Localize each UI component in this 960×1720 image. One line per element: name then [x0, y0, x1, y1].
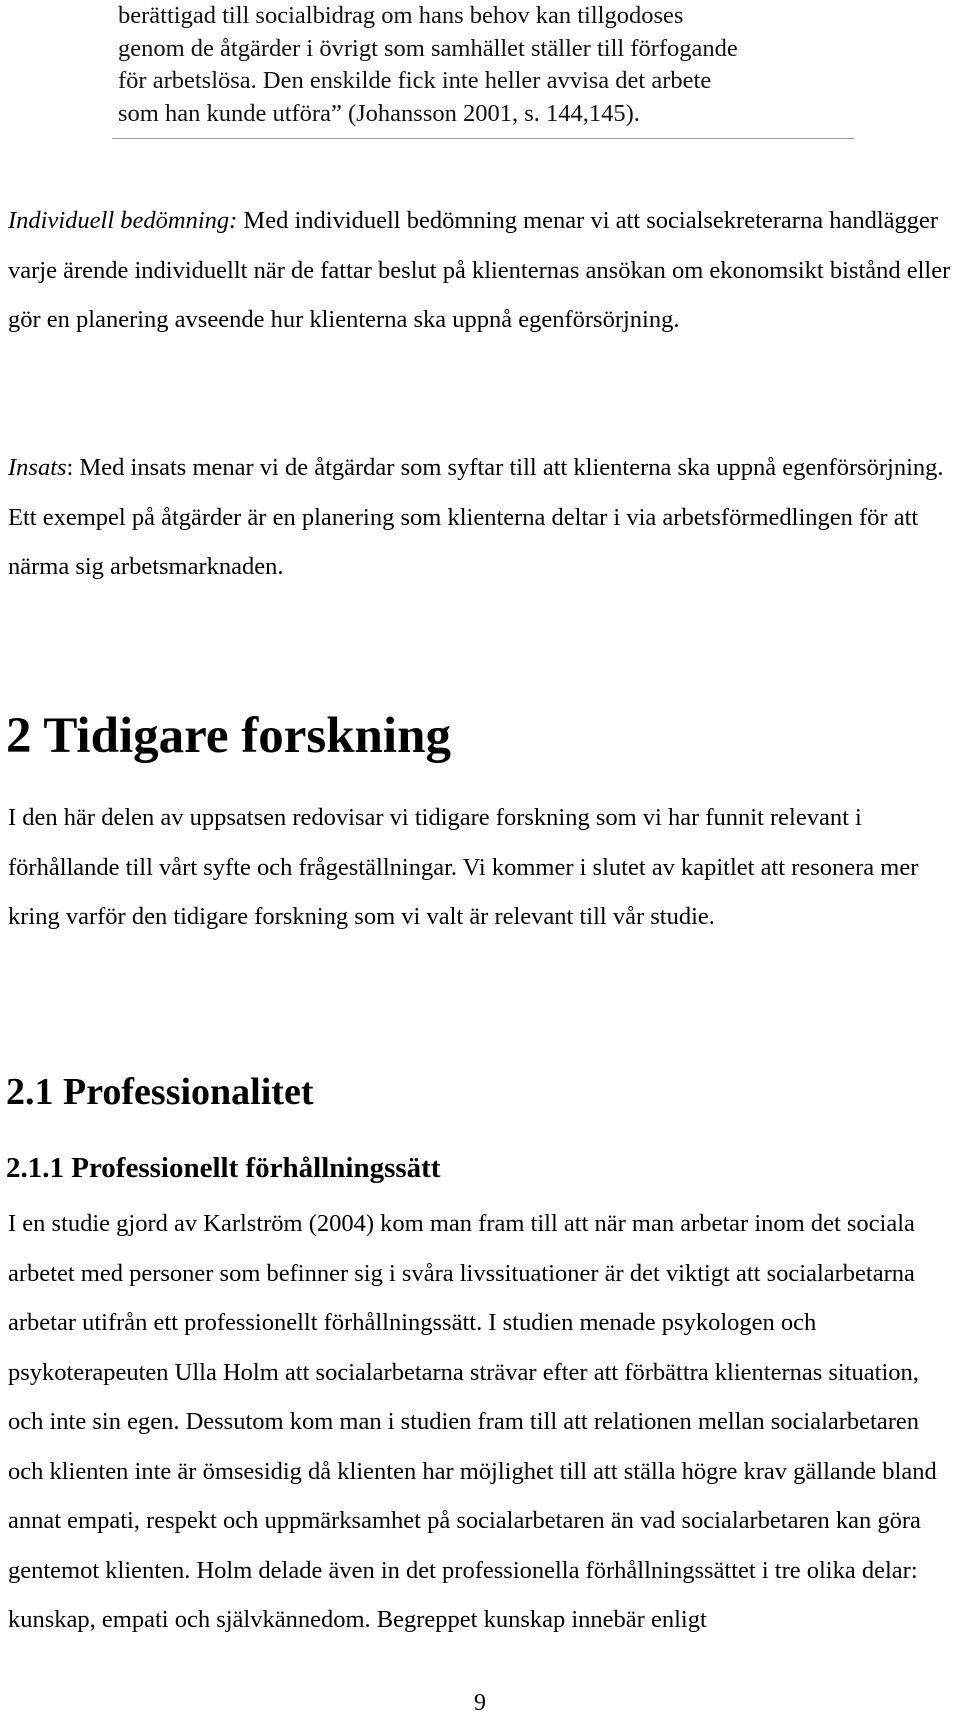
block-quote — [118, 0, 858, 130]
section-heading-2: 2 Tidigare forskning — [6, 708, 451, 764]
definition-individuell-bedomning — [8, 196, 952, 345]
definition-text: Med individuell bedömning menar vi att socialsekreterarna handlägger varje ärende individuellt när de fattar beslut på klienternas ansökan om ekonomsikt bistånd eller gör en planering avseende hur klienterna ska uppnå egenförsörjning. — [8, 207, 951, 333]
definition-text: : Med insats menar vi de åtgärdar som syftar till att klienterna ska uppnå egenförsörjning. Ett exempel på åtgärder är en planering som klienterna deltar i via arbetsförmedlingen för att närma sig arbetsmarknaden. — [8, 454, 944, 580]
quote-line: som han kunde utföra” (Johansson 2001, s. 144,145). — [118, 99, 640, 127]
quote-line: för arbetslösa. Den enskilde fick inte heller avvisa det arbete — [118, 67, 712, 94]
definition-insats — [8, 443, 952, 592]
quote-line: genom de åtgärder i övrigt som samhället ställer till förfogande — [118, 34, 738, 62]
quote-line: berättigad till socialbidrag om hans behov kan tillgodoses — [118, 2, 684, 29]
quote-divider — [112, 138, 854, 139]
definition-term: Insats — [8, 454, 67, 481]
section-2-1-1-body-paragraph: I en studie gjord av Karlström (2004) kom man fram till att när man arbetar inom det sociala arbetet med personer som befinner sig i svåra livssituationer är det viktigt att socialarbetarna arbetar utifrån ett professionellt förhållningssätt. I studien menade psykologen och psykoterapeuten Ulla Holm att socialarbetarna strävar efter att förbättra klienternas situation, och inte sin egen. Dessutom kom man i studien fram till att relationen mellan socialarbetaren och klienten inte är ömsesidig då klienten har möjlighet till att ställa högre krav gällande bland annat empati, respekt och uppmärksamhet på socialarbetaren än vad socialarbetaren kan göra gentemot klienten. Holm delade även in det professionella förhållningssättet i tre olika delar: kunskap, empati och självkännedom. Begreppet kunskap innebär enligt — [8, 1210, 937, 1633]
page-number: 9 — [474, 1690, 486, 1716]
section-2-intro-paragraph: I den här delen av uppsatsen redovisar vi tidigare forskning som vi har funnit relevant i förhållande till vårt syfte och frågeställningar. Vi kommer i slutet av kapitlet att resonera mer kring varför den tidigare forskning som vi valt är relevant till vår studie. — [8, 804, 919, 930]
section-heading-2-1-1: 2.1.1 Professionellt förhållningssätt — [6, 1152, 441, 1184]
section-heading-2-1: 2.1 Professionalitet — [6, 1071, 314, 1113]
definition-term: Individuell bedömning: — [8, 207, 238, 234]
